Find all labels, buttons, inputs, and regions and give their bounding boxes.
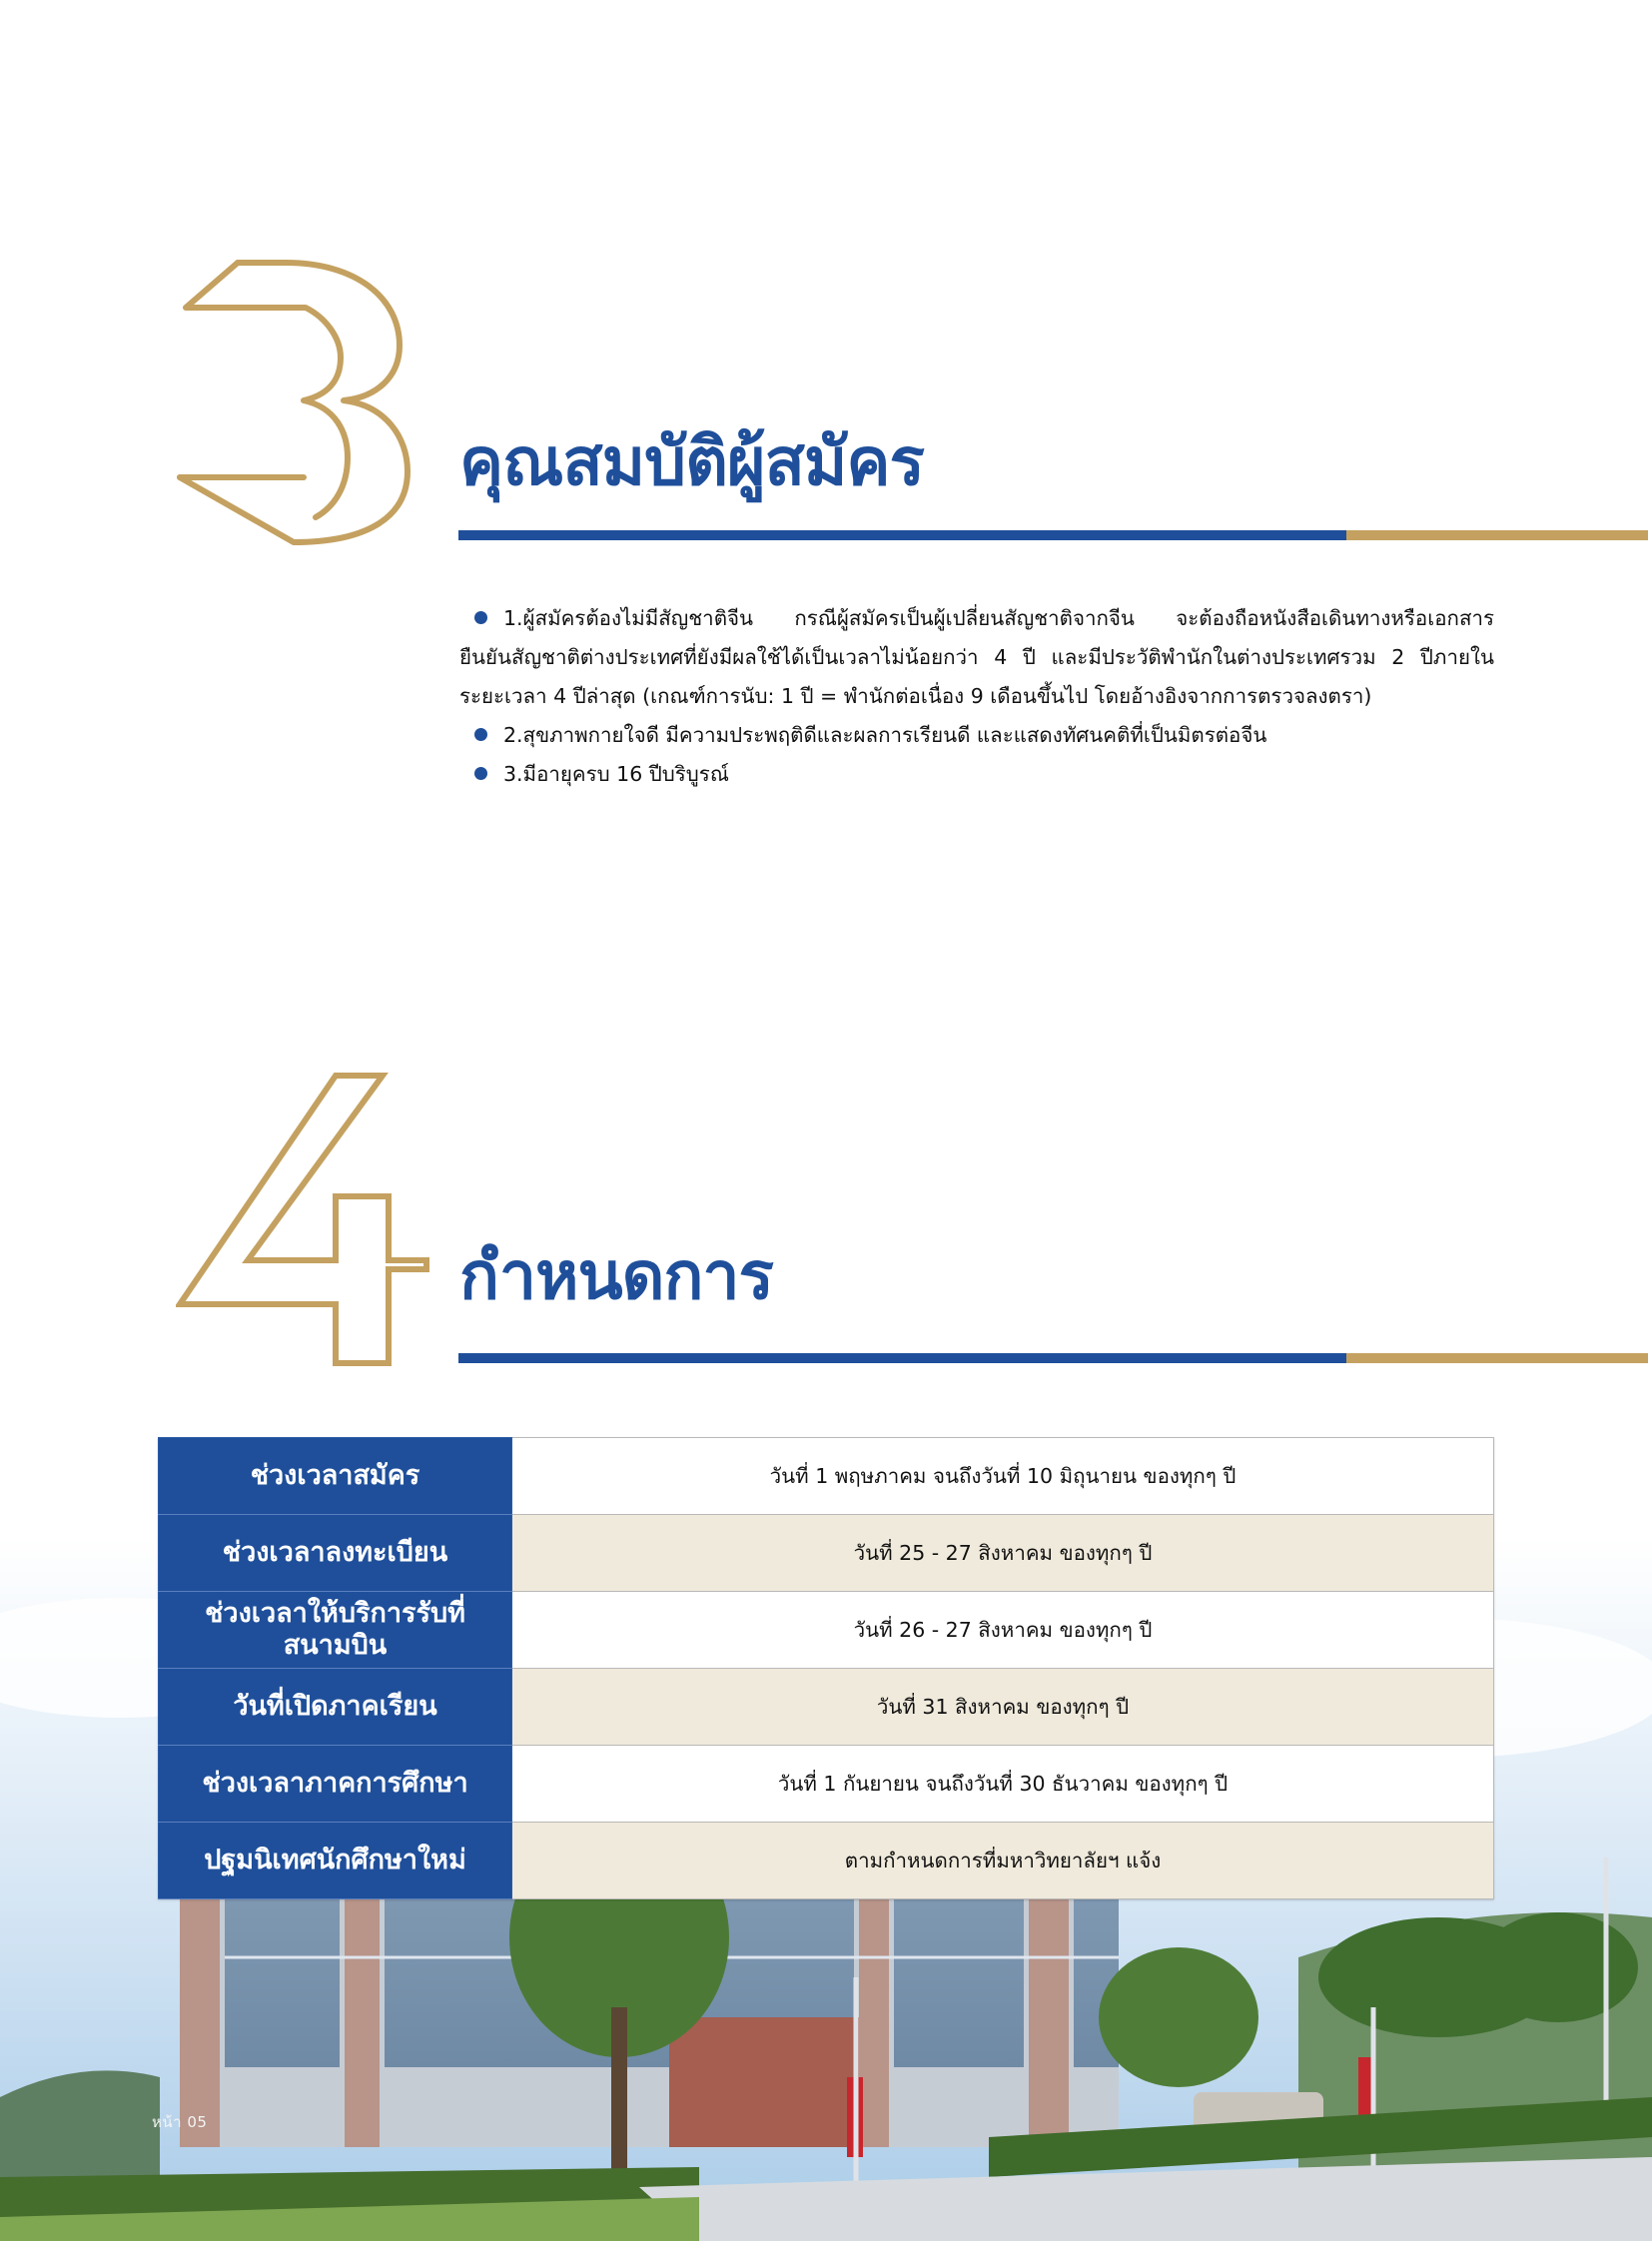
schedule-value: วันที่ 1 กันยายน จนถึงวันที่ 30 ธันวาคม ของทุกๆ ปี: [512, 1746, 1494, 1823]
qualification-item-1: 1.ผู้สมัครต้องไม่มีสัญชาติจีน กรณีผู้สมัครเป็นผู้เปลี่ยนสัญชาติจากจีน จะต้องถือหนังสือเดินทางหรือเอกสาร: [459, 599, 1494, 638]
schedule-label: ช่วงเวลาให้บริการรับที่ สนามบิน: [159, 1592, 512, 1669]
table-row: [159, 1592, 1494, 1669]
table-row: [159, 1669, 1494, 1746]
qualification-item-1-line-3: ระยะเวลา 4 ปีล่าสุด (เกณฑ์การนับ: 1 ปี = พำนักต่อเนื่อง 9 เดือนขึ้นไป โดยอ้างอิงจากการตรวจลงตรา): [459, 684, 1372, 708]
table-row: [159, 1746, 1494, 1823]
schedule-label: ช่วงเวลาลงทะเบียน: [159, 1515, 512, 1592]
schedule-value: วันที่ 26 - 27 สิงหาคม ของทุกๆ ปี: [512, 1592, 1494, 1669]
table-row: [159, 1823, 1494, 1899]
section-4-title: กำหนดการ: [459, 1237, 773, 1314]
section-4-numeral: [176, 1073, 430, 1367]
qualification-item-1-line-2: ยืนยันสัญชาติต่างประเทศที่ยังมีผลใช้ได้เป็นเวลาไม่น้อยกว่า 4 ปี และมีประวัติพำนักในต่างประเทศรวม 2 ปีภายใน: [459, 645, 1494, 669]
schedule-label: ช่วงเวลาสมัคร: [159, 1438, 512, 1515]
bullet-icon: [474, 728, 487, 741]
page-number: หน้า 05: [152, 2113, 208, 2131]
schedule-value: วันที่ 25 - 27 สิงหาคม ของทุกๆ ปี: [512, 1515, 1494, 1592]
schedule-table: [158, 1437, 1494, 1899]
qualification-item-3: 3.มีอายุครบ 16 ปีบริบูรณ์: [459, 755, 1494, 794]
section-3-divider: [458, 530, 1648, 540]
schedule-label: วันที่เปิดภาคเรียน: [159, 1669, 512, 1746]
section-3-title: คุณสมบัติผู้สมัคร: [459, 423, 924, 500]
qualifications-list: [459, 599, 1494, 794]
table-row: [159, 1515, 1494, 1592]
schedule-label: ปฐมนิเทศนักศึกษาใหม่: [159, 1823, 512, 1899]
schedule-value: วันที่ 31 สิงหาคม ของทุกๆ ปี: [512, 1669, 1494, 1746]
qualification-item-2: 2.สุขภาพกายใจดี มีความประพฤติดีและผลการเรียนดี และแสดงทัศนคติที่เป็นมิตรต่อจีน: [459, 716, 1494, 755]
section-3-numeral: [176, 258, 415, 547]
bullet-icon: [474, 767, 487, 780]
section-4-divider: [458, 1353, 1648, 1363]
schedule-label: ช่วงเวลาภาคการศึกษา: [159, 1746, 512, 1823]
bullet-icon: [474, 611, 487, 624]
schedule-value: ตามกำหนดการที่มหาวิทยาลัยฯ แจ้ง: [512, 1823, 1494, 1899]
table-row: [159, 1438, 1494, 1515]
schedule-value: วันที่ 1 พฤษภาคม จนถึงวันที่ 10 มิถุนายน ของทุกๆ ปี: [512, 1438, 1494, 1515]
